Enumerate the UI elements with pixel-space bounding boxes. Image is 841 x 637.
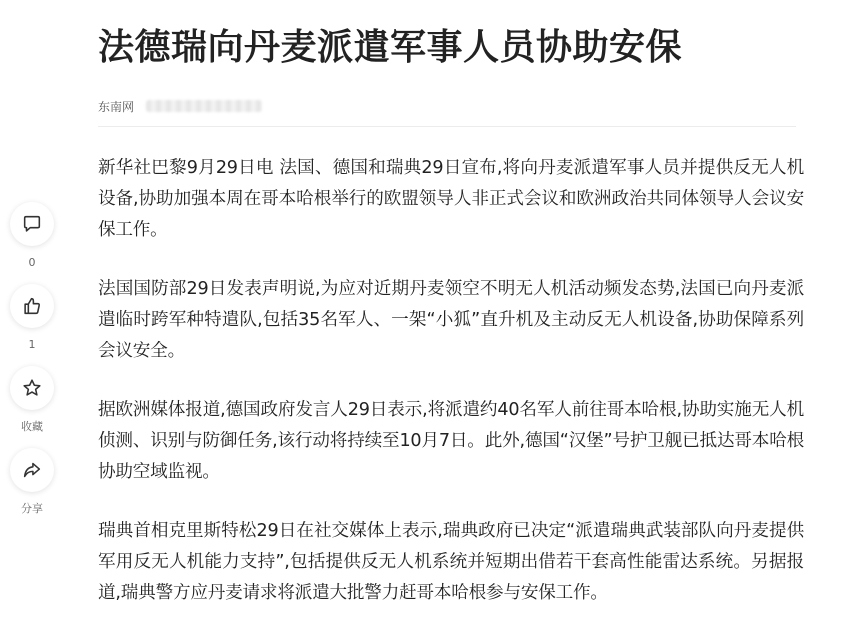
article-paragraph: 瑞典首相克里斯特松29日在社交媒体上表示,瑞典政府已决定“派遣瑞典武装部队向丹麦提供军用反无人机能力支持”,包括提供反无人机系统并短期出借若干套高性能雷达系统。另据报道,瑞典警方应丹麦请求将派遣大批警力赶哥本哈根参与安保工作。 (98, 521, 804, 603)
comment-button[interactable] (10, 202, 54, 246)
article-title: 法德瑞向丹麦派遣军事人员协助安保 (98, 27, 683, 68)
article-paragraph: 新华社巴黎9月29日电 法国、德国和瑞典29日宣布,将向丹麦派遣军事人员并提供反无人机设备,协助加强本周在哥本哈根举行的欧盟领导人非正式会议和欧洲政治共同体领导人会议安保工作。 (98, 158, 804, 240)
blurred-meta (146, 100, 262, 112)
thumbs-up-icon (21, 295, 43, 317)
comment-action[interactable] (8, 202, 56, 270)
favorite-label: 收藏 (21, 420, 43, 433)
article-meta (98, 96, 796, 127)
article-source[interactable]: 东南网 (98, 100, 135, 114)
article-body (98, 153, 804, 637)
comment-count: 0 (28, 256, 36, 269)
favorite-action[interactable] (8, 366, 56, 434)
share-action[interactable] (8, 448, 56, 516)
star-icon (21, 377, 43, 399)
article-paragraph: 法国国防部29日发表声明说,为应对近期丹麦领空不明无人机活动频发态势,法国已向丹麦派遣临时跨军种特遣队,包括35名军人、一架“小狐”直升机及主动反无人机设备,协助保障系列会议安全。 (98, 279, 804, 361)
share-icon (21, 459, 43, 481)
share-label: 分享 (21, 502, 43, 515)
comment-icon (21, 213, 43, 235)
favorite-button[interactable] (10, 366, 54, 410)
like-action[interactable] (8, 284, 56, 352)
like-count: 1 (28, 338, 36, 351)
share-button[interactable] (10, 448, 54, 492)
like-button[interactable] (10, 284, 54, 328)
article-paragraph: 据欧洲媒体报道,德国政府发言人29日表示,将派遣约40名军人前往哥本哈根,协助实施无人机侦测、识别与防御任务,该行动将持续至10月7日。此外,德国“汉堡”号护卫舰已抵达哥本哈根协助空域监视。 (98, 400, 804, 482)
